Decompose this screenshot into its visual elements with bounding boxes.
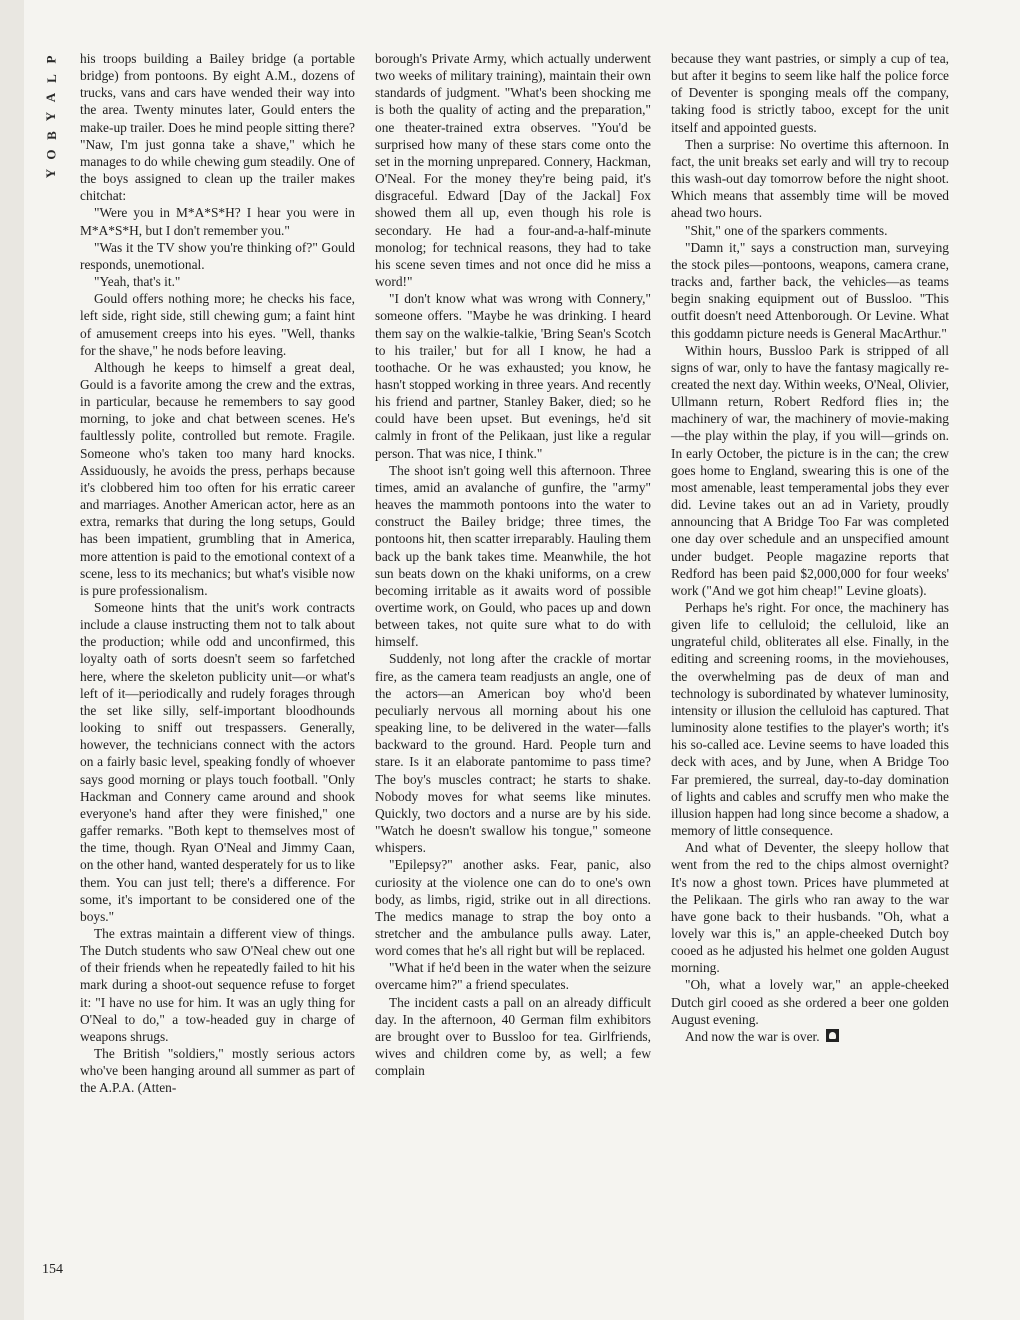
- paragraph: Gould offers nothing more; he checks his face, left side, right side, still chewing gum; a faint hint of amusement creeps into his eyes. "Well, thanks for the shave," he nods before leaving.: [80, 291, 355, 358]
- paragraph: "Were you in M*A*S*H? I hear you were in M*A*S*H, but I don't remember you.": [80, 205, 355, 238]
- masthead-letter: Y: [43, 168, 59, 179]
- paragraph: borough's Private Army, which actually underwent two weeks of military training), maintain their own standards of judgment. "What's been shocking me is both the quality of acting and the preparation," one theater-trained extra observes. "You'd be surprised how many of these stars come onto the set in the morning unprepared. Connery, Hackman, O'Neal. For the money they're being paid, it's disgraceful. Edward [Day of the Jackal] Fox showed them all up, even though his role is secondary. He had a four-and-a-half-minute monolog; for technical reasons, they had to take his scene seven times and not once did he miss a word!": [375, 51, 651, 290]
- paragraph: because they want pastries, or simply a cup of tea, but after it begins to seem like half the police force of Deventer is sponging meals off the company, taking food is strictly taboo, except for the unit itself and appointed guests.: [671, 51, 949, 135]
- paragraph: And what of Deventer, the sleepy hollow that went from the red to the chips almost overnight? It's now a ghost town. Prices have plummeted at the Pelikaan. The girls who ran away to the war have gone back to their husbands. "Oh, what a lovely war this is," an apple-cheeked Dutch boy cooed as he adjusted his helmet one golden August morning.: [671, 840, 949, 976]
- masthead-letter: A: [43, 92, 59, 103]
- paragraph: [671, 1028, 949, 1045]
- paragraph: The extras maintain a different view of things. The Dutch students who saw O'Neal chew out one of their friends when he repeatedly failed to hit his mark during a shoot-out sequence refuse to forget it: "I have no use for him. It was an ugly thing for O'Neal to do," a tow-headed guy in charge of weapons shrugs.: [80, 925, 355, 1044]
- paragraph: Within hours, Bussloo Park is stripped of all signs of war, only to have the fantasy magically re-created the next day. Within weeks, O'Neal, Olivier, Ullmann return, Robert Redford flies in; the machinery of war, the machinery of movie-making—the play within the play, if you will—grinds on. In early October, the picture is in the can; the crew goes home to England, swearing this is one of the most amenable, least temperamental jobs they ever did. Levine takes out an ad in Variety, proudly announcing that A Bridge Too Far was completed one day over schedule and an unspecified amount under budget. People magazine reports that Redford has been paid $2,000,000 for four weeks' work ("And we got him cheap!" Levine gloats).: [671, 342, 949, 598]
- paragraph: The incident casts a pall on an already difficult day. In the afternoon, 40 German film exhibitors are brought over to Bussloo for tea. Girlfriends, wives and children come by, as well; a few complain: [375, 994, 651, 1079]
- paragraph: Suddenly, not long after the crackle of mortar fire, as the camera team readjusts an angle, one of the actors—an American boy who'd been peculiarly nervous all morning about his one speaking line, to be delivered in the water—falls backward to the ground. Hard. People turn and stare. Is it an elaborate pantomime to pass time? The boy's muscles contract; he starts to shake. Nobody moves for what seems like minutes. Quickly, two doctors and a nurse are by his side. "Watch he doesn't swallow his tongue," someone whispers.: [375, 651, 651, 856]
- page-number: 154: [42, 1262, 63, 1277]
- paragraph: his troops building a Bailey bridge (a portable bridge) from pontoons. By eight A.M., dozens of trucks, vans and cars have wended their way into the area. Twenty minutes later, Gould enters the make-up trailer. Does he mind people sitting there? "Naw, I'm just gonna take a shave," which he manages to do while chewing gum steadily. One of the boys assigned to clean up the trailer makes chitchat:: [80, 51, 355, 204]
- magazine-masthead: [40, 50, 62, 183]
- paragraph: The British "soldiers," mostly serious actors who've been hanging around all summer as part of the A.P.A. (Atten-: [80, 1046, 355, 1096]
- page-gutter: [0, 0, 24, 1320]
- text-column-3: [671, 50, 949, 1045]
- paragraph: Someone hints that the unit's work contracts include a clause instructing them not to talk about the production; while odd and unconfirmed, this loyalty oath of sorts doesn't seem so farfetched here, where the skeleton publicity unit—or what's left of it—periodically and rudely forages through the set like silly, self-important bloodhounds looking to sniff out trespassers. Generally, however, the technicians connect with the actors on a fairly basic level, speaking fondly of whoever says good morning or plays touch football. "Only Hackman and Connery came around and shook everyone's hand after they were finished," one gaffer remarks. "Both kept to themselves most of the time, though. Ryan O'Neal and Jimmy Caan, on the other hand, wanted desperately for us to like them. You can just tell; there's a difference. For some, it's important to be considered one of the boys.": [80, 600, 355, 924]
- masthead-letter: O: [43, 149, 59, 160]
- paragraph: Then a surprise: No overtime this afternoon. In fact, the unit breaks set early and will try to recoup this wash-out day tomorrow before the night shoot. Which means that assembly time will be moved ahead two hours.: [671, 136, 949, 221]
- rabbit-endmark-icon: [826, 1029, 839, 1042]
- masthead-letter: B: [43, 131, 59, 140]
- paragraph: "I don't know what was wrong with Connery," someone offers. "Maybe he was drinking. I heard them say on the walkie-talkie, 'Bring Sean's Scotch to his trailer,' but for all I know, he had a toothache. Or he was exhausted; you know, he hasn't stopped working in three years. And recently his friend and partner, Stanley Baker, died; so he could have been upset. But evenings, he'd sit calmly in front of the Pelikaan, just like a regular person. That was nice, I think.": [375, 291, 651, 461]
- masthead-letter: L: [43, 74, 59, 83]
- masthead-letter: Y: [43, 111, 59, 122]
- paragraph: The shoot isn't going well this afternoon. Three times, amid an avalanche of gunfire, the "army" heaves the mammoth pontoons into the water to construct the Bailey bridge; three times, the pontoons hit, then scatter irreparably. Hauling them back up the bank takes time. Meanwhile, the hot sun beats down on the khaki uniforms, on a crew becoming irritable as it awaits word of possible overtime work, on Gould, who paces up and down between takes, not quite sure what to do with himself.: [375, 462, 651, 650]
- closing-line: And now the war is over.: [685, 1028, 820, 1044]
- paragraph: "Epilepsy?" another asks. Fear, panic, also curiosity at the violence one can do to one's own body, as limbs, rigid, strike out in all directions. The medics manage to strap the boy onto a stretcher and the ambulance pulls away. Later, word comes that he's all right but will be replaced.: [375, 857, 651, 959]
- text-column-2: [375, 50, 651, 1079]
- paragraph: "Damn it," says a construction man, surveying the stock piles—pontoons, weapons, camera crane, tracks and, farther back, the vehicles—as teams begin snaking equipment out of Bussloo. "This outfit doesn't need Attenborough. Or Levine. What this goddamn picture needs is General MacArthur.": [671, 239, 949, 341]
- paragraph: Although he keeps to himself a great deal, Gould is a favorite among the crew and the extras, in particular, because he remembers to say good morning, to joke and chat between scenes. He's faultlessly polite, controlled but remote. Fragile. Someone who's taken too many hard knocks. Assiduously, he avoids the press, perhaps because it's clobbered him too often for his erratic career and marriages. Another American actor, here as an extra, remarks that during the long setups, Gould has been impatient, grumbling that in America, more attention is paid to the emotional context of a scene, less to its mechanics; but what's visible now is pure professionalism.: [80, 359, 355, 598]
- text-column-1: [80, 50, 355, 1097]
- paragraph: "What if he'd been in the water when the seizure overcame him?" a friend speculates.: [375, 960, 651, 993]
- paragraph: "Shit," one of the sparkers comments.: [685, 222, 888, 238]
- masthead-letter: P: [43, 55, 59, 64]
- paragraph: "Oh, what a lovely war," an apple-cheeked Dutch girl cooed as she ordered a beer one golden August evening.: [671, 977, 949, 1027]
- paragraph: "Yeah, that's it.": [94, 274, 181, 290]
- paragraph: "Was it the TV show you're thinking of?" Gould responds, unemotional.: [80, 239, 355, 272]
- paragraph: Perhaps he's right. For once, the machinery has given life to celluloid; the celluloid, like an ungrateful child, obliterates all else. Finally, in the editing and screening rooms, in the moviehouses, the overwhelming pas de deux of man and technology is subordinated by whatever luminosity, intensity or illusion the celluloid has captured. That luminosity alone testifies to the player's worth; it's his so-called ace. Levine seems to have loaded this deck with aces, and by June, when A Bridge Too Far premiered, the surreal, day-to-day domination of lights and cables and scruffy men who make the illusion happen had long since become a shadow, a memory of little consequence.: [671, 600, 949, 839]
